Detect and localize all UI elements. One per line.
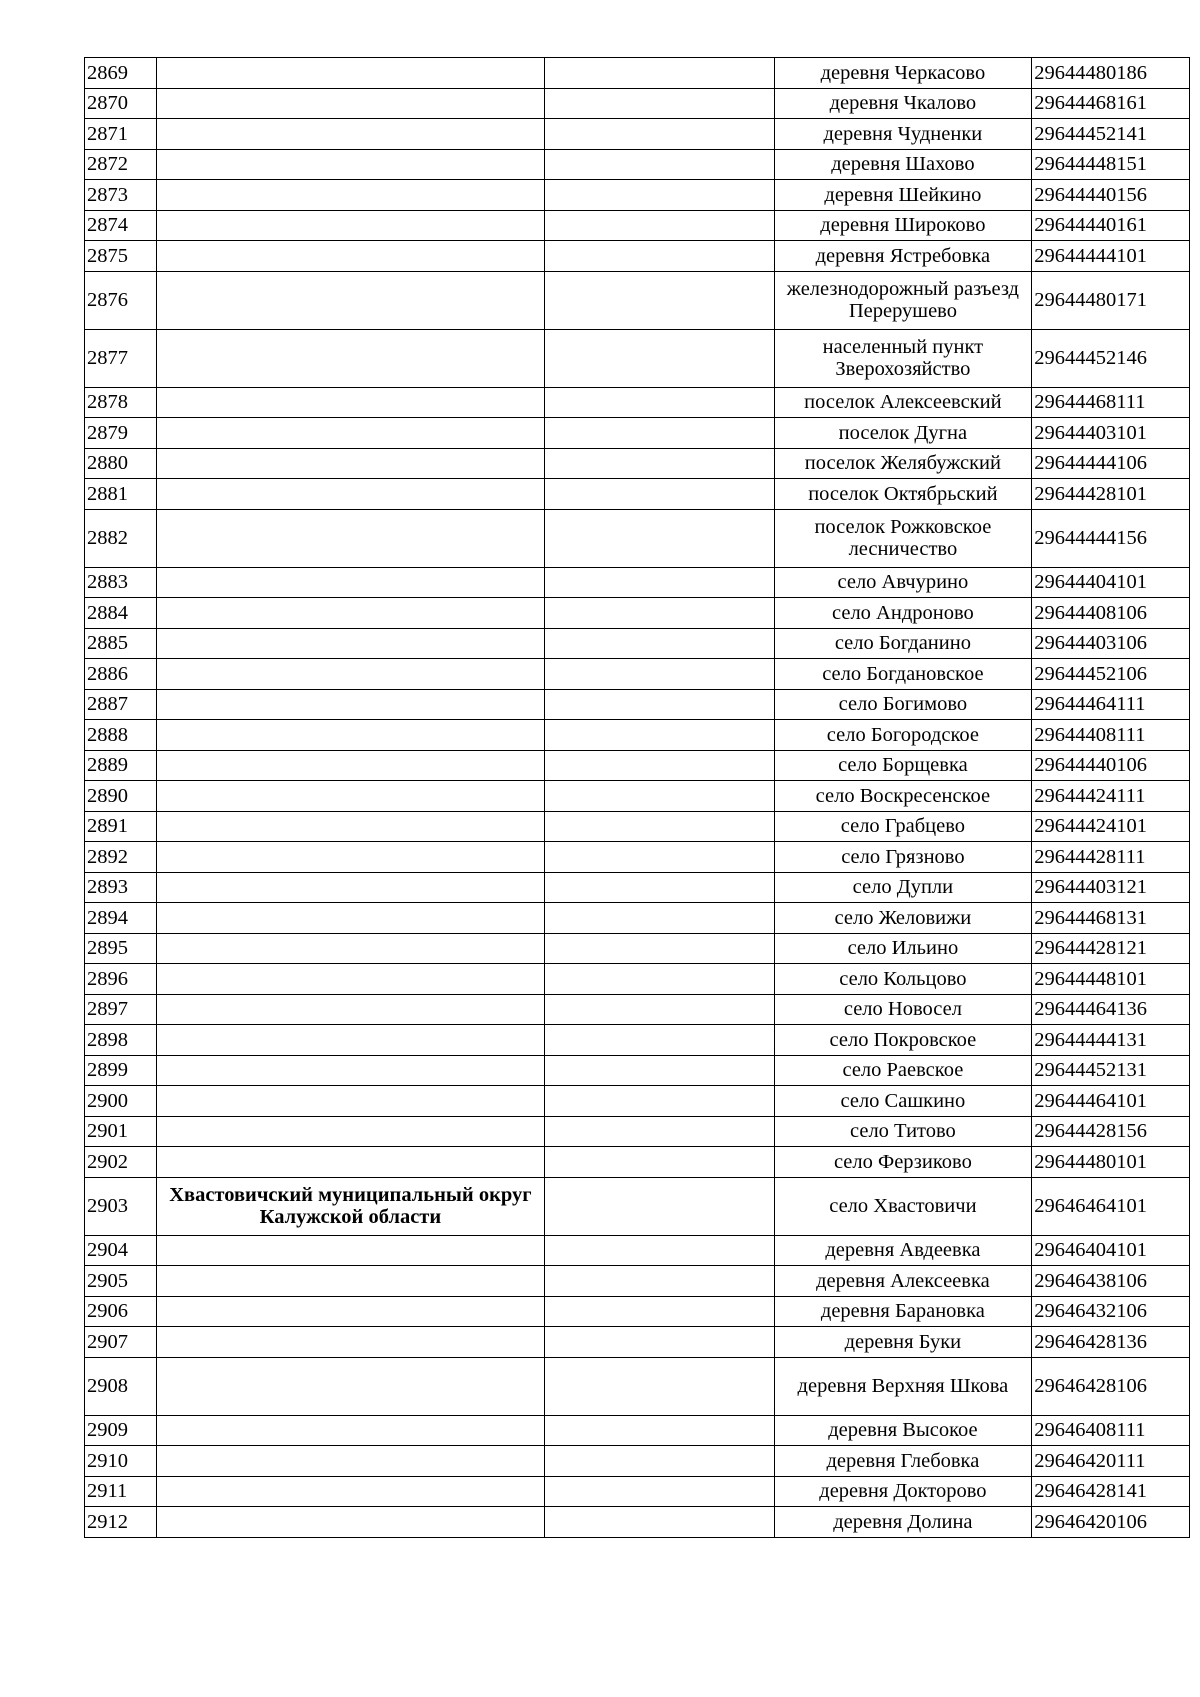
municipality-cell bbox=[156, 781, 544, 812]
row-number-cell: 2909 bbox=[85, 1415, 157, 1446]
locality-cell: село Дупли bbox=[774, 872, 1032, 903]
locality-cell: село Ильино bbox=[774, 933, 1032, 964]
row-number-cell: 2870 bbox=[85, 88, 157, 119]
table-row bbox=[85, 628, 1190, 659]
municipality-cell bbox=[156, 1266, 544, 1297]
municipality-cell bbox=[156, 1476, 544, 1507]
oktmo-code-cell: 29644464136 bbox=[1032, 994, 1190, 1025]
row-number-cell: 2873 bbox=[85, 180, 157, 211]
locality-cell: деревня Чудненки bbox=[774, 119, 1032, 150]
locality-cell: село Желовижи bbox=[774, 903, 1032, 934]
municipality-cell bbox=[156, 567, 544, 598]
table-row bbox=[85, 1266, 1190, 1297]
oktmo-code-cell: 29644424101 bbox=[1032, 811, 1190, 842]
oktmo-code-cell: 29646420111 bbox=[1032, 1446, 1190, 1477]
empty-cell bbox=[545, 720, 774, 751]
row-number-cell: 2891 bbox=[85, 811, 157, 842]
row-number-cell: 2889 bbox=[85, 750, 157, 781]
row-number-cell: 2877 bbox=[85, 329, 157, 387]
table-row bbox=[85, 933, 1190, 964]
empty-cell bbox=[545, 418, 774, 449]
row-number-cell: 2884 bbox=[85, 598, 157, 629]
table-row bbox=[85, 781, 1190, 812]
locality-cell: село Богородское bbox=[774, 720, 1032, 751]
municipality-cell bbox=[156, 1116, 544, 1147]
table-row bbox=[85, 659, 1190, 690]
empty-cell bbox=[545, 872, 774, 903]
oktmo-code-cell: 29646438106 bbox=[1032, 1266, 1190, 1297]
row-number-cell: 2910 bbox=[85, 1446, 157, 1477]
row-number-cell: 2904 bbox=[85, 1235, 157, 1266]
locality-cell: село Грабцево bbox=[774, 811, 1032, 842]
table-row bbox=[85, 479, 1190, 510]
empty-cell bbox=[545, 933, 774, 964]
municipality-cell bbox=[156, 1415, 544, 1446]
municipality-cell bbox=[156, 1055, 544, 1086]
municipality-cell bbox=[156, 329, 544, 387]
row-number-cell: 2894 bbox=[85, 903, 157, 934]
municipality-cell bbox=[156, 750, 544, 781]
municipality-cell bbox=[156, 1147, 544, 1178]
oktmo-code-cell: 29644480186 bbox=[1032, 58, 1190, 89]
municipality-cell bbox=[156, 88, 544, 119]
table-row bbox=[85, 750, 1190, 781]
row-number-cell: 2900 bbox=[85, 1086, 157, 1117]
table-row bbox=[85, 149, 1190, 180]
table-row bbox=[85, 1476, 1190, 1507]
oktmo-code-cell: 29646408111 bbox=[1032, 1415, 1190, 1446]
row-number-cell: 2911 bbox=[85, 1476, 157, 1507]
row-number-cell: 2893 bbox=[85, 872, 157, 903]
empty-cell bbox=[545, 241, 774, 272]
municipality-cell bbox=[156, 842, 544, 873]
locality-cell: деревня Верхняя Шкова bbox=[774, 1357, 1032, 1415]
oktmo-code-cell: 29644440156 bbox=[1032, 180, 1190, 211]
municipality-cell bbox=[156, 210, 544, 241]
table-row bbox=[85, 88, 1190, 119]
municipality-cell bbox=[156, 1296, 544, 1327]
locality-cell: село Авчурино bbox=[774, 567, 1032, 598]
locality-cell: село Сашкино bbox=[774, 1086, 1032, 1117]
row-number-cell: 2892 bbox=[85, 842, 157, 873]
table-row bbox=[85, 58, 1190, 89]
municipality-cell bbox=[156, 418, 544, 449]
row-number-cell: 2912 bbox=[85, 1507, 157, 1538]
locality-cell: деревня Глебовка bbox=[774, 1446, 1032, 1477]
locality-cell: деревня Авдеевка bbox=[774, 1235, 1032, 1266]
oktmo-code-cell: 29644468161 bbox=[1032, 88, 1190, 119]
locality-cell: деревня Докторово bbox=[774, 1476, 1032, 1507]
empty-cell bbox=[545, 811, 774, 842]
oktmo-code-cell: 29644444101 bbox=[1032, 241, 1190, 272]
table-row bbox=[85, 1507, 1190, 1538]
table-row bbox=[85, 1055, 1190, 1086]
locality-cell: деревня Шахово bbox=[774, 149, 1032, 180]
oktmo-code-cell: 29644403106 bbox=[1032, 628, 1190, 659]
row-number-cell: 2908 bbox=[85, 1357, 157, 1415]
row-number-cell: 2875 bbox=[85, 241, 157, 272]
row-number-cell: 2896 bbox=[85, 964, 157, 995]
row-number-cell: 2871 bbox=[85, 119, 157, 150]
oktmo-code-cell: 29644440161 bbox=[1032, 210, 1190, 241]
table-row bbox=[85, 1296, 1190, 1327]
oktmo-code-cell: 29646464101 bbox=[1032, 1177, 1190, 1235]
empty-cell bbox=[545, 1055, 774, 1086]
locality-cell: деревня Алексеевка bbox=[774, 1266, 1032, 1297]
row-number-cell: 2906 bbox=[85, 1296, 157, 1327]
oktmo-code-cell: 29644428121 bbox=[1032, 933, 1190, 964]
empty-cell bbox=[545, 271, 774, 329]
table-row bbox=[85, 598, 1190, 629]
locality-cell: село Раевское bbox=[774, 1055, 1032, 1086]
oktmo-code-cell: 29644464111 bbox=[1032, 689, 1190, 720]
oktmo-code-cell: 29644408106 bbox=[1032, 598, 1190, 629]
empty-cell bbox=[545, 750, 774, 781]
locality-cell: деревня Ястребовка bbox=[774, 241, 1032, 272]
municipality-cell bbox=[156, 811, 544, 842]
table-row bbox=[85, 1415, 1190, 1446]
oktmo-code-cell: 29646428136 bbox=[1032, 1327, 1190, 1358]
oktmo-code-cell: 29646428141 bbox=[1032, 1476, 1190, 1507]
locality-cell: поселок Рожковское лесничество bbox=[774, 509, 1032, 567]
municipality-cell bbox=[156, 119, 544, 150]
table-row bbox=[85, 329, 1190, 387]
oktmo-code-cell: 29644452131 bbox=[1032, 1055, 1190, 1086]
row-number-cell: 2890 bbox=[85, 781, 157, 812]
table-row bbox=[85, 418, 1190, 449]
municipality-cell bbox=[156, 1235, 544, 1266]
municipality-cell bbox=[156, 720, 544, 751]
locality-cell: деревня Шейкино bbox=[774, 180, 1032, 211]
municipality-cell bbox=[156, 872, 544, 903]
locality-cell: село Хвастовичи bbox=[774, 1177, 1032, 1235]
oktmo-code-cell: 29644424111 bbox=[1032, 781, 1190, 812]
locality-cell: село Андроново bbox=[774, 598, 1032, 629]
table-row bbox=[85, 271, 1190, 329]
row-number-cell: 2883 bbox=[85, 567, 157, 598]
municipality-cell bbox=[156, 180, 544, 211]
oktmo-code-cell: 29644452106 bbox=[1032, 659, 1190, 690]
row-number-cell: 2879 bbox=[85, 418, 157, 449]
empty-cell bbox=[545, 1415, 774, 1446]
table-row bbox=[85, 180, 1190, 211]
locality-cell: поселок Алексеевский bbox=[774, 387, 1032, 418]
locality-cell: поселок Желябужский bbox=[774, 448, 1032, 479]
empty-cell bbox=[545, 119, 774, 150]
table-row bbox=[85, 119, 1190, 150]
table-row bbox=[85, 241, 1190, 272]
row-number-cell: 2899 bbox=[85, 1055, 157, 1086]
municipality-cell bbox=[156, 479, 544, 510]
table-row bbox=[85, 210, 1190, 241]
table-row bbox=[85, 994, 1190, 1025]
empty-cell bbox=[545, 1086, 774, 1117]
row-number-cell: 2895 bbox=[85, 933, 157, 964]
oktmo-code-cell: 29644468111 bbox=[1032, 387, 1190, 418]
empty-cell bbox=[545, 994, 774, 1025]
table-row bbox=[85, 387, 1190, 418]
oktmo-code-cell: 29644452146 bbox=[1032, 329, 1190, 387]
table-row bbox=[85, 811, 1190, 842]
empty-cell bbox=[545, 903, 774, 934]
empty-cell bbox=[545, 58, 774, 89]
row-number-cell: 2881 bbox=[85, 479, 157, 510]
row-number-cell: 2887 bbox=[85, 689, 157, 720]
empty-cell bbox=[545, 1147, 774, 1178]
locality-cell: село Борщевка bbox=[774, 750, 1032, 781]
table-row bbox=[85, 964, 1190, 995]
municipality-cell bbox=[156, 1357, 544, 1415]
oktmo-code-cell: 29644428156 bbox=[1032, 1116, 1190, 1147]
empty-cell bbox=[545, 598, 774, 629]
locality-cell: село Покровское bbox=[774, 1025, 1032, 1056]
locality-cell: деревня Буки bbox=[774, 1327, 1032, 1358]
oktmo-code-cell: 29644448151 bbox=[1032, 149, 1190, 180]
row-number-cell: 2876 bbox=[85, 271, 157, 329]
settlements-table bbox=[84, 57, 1190, 1538]
row-number-cell: 2882 bbox=[85, 509, 157, 567]
empty-cell bbox=[545, 1357, 774, 1415]
municipality-cell: Хвастовичский муниципальный округ Калужской области bbox=[156, 1177, 544, 1235]
row-number-cell: 2907 bbox=[85, 1327, 157, 1358]
oktmo-code-cell: 29644480101 bbox=[1032, 1147, 1190, 1178]
row-number-cell: 2888 bbox=[85, 720, 157, 751]
municipality-cell bbox=[156, 448, 544, 479]
municipality-cell bbox=[156, 1327, 544, 1358]
locality-cell: поселок Дугна bbox=[774, 418, 1032, 449]
table-row bbox=[85, 567, 1190, 598]
municipality-cell bbox=[156, 994, 544, 1025]
locality-cell: село Новосел bbox=[774, 994, 1032, 1025]
locality-cell: деревня Барановка bbox=[774, 1296, 1032, 1327]
oktmo-code-cell: 29644448101 bbox=[1032, 964, 1190, 995]
table-row bbox=[85, 1147, 1190, 1178]
empty-cell bbox=[545, 659, 774, 690]
table-row bbox=[85, 872, 1190, 903]
oktmo-code-cell: 29644440106 bbox=[1032, 750, 1190, 781]
municipality-cell bbox=[156, 689, 544, 720]
locality-cell: село Богимово bbox=[774, 689, 1032, 720]
table-row bbox=[85, 1177, 1190, 1235]
oktmo-code-cell: 29644428101 bbox=[1032, 479, 1190, 510]
oktmo-code-cell: 29646432106 bbox=[1032, 1296, 1190, 1327]
table-row bbox=[85, 1116, 1190, 1147]
row-number-cell: 2902 bbox=[85, 1147, 157, 1178]
empty-cell bbox=[545, 448, 774, 479]
empty-cell bbox=[545, 479, 774, 510]
row-number-cell: 2905 bbox=[85, 1266, 157, 1297]
oktmo-code-cell: 29644404101 bbox=[1032, 567, 1190, 598]
municipality-cell bbox=[156, 598, 544, 629]
locality-cell: деревня Чкалово bbox=[774, 88, 1032, 119]
row-number-cell: 2901 bbox=[85, 1116, 157, 1147]
empty-cell bbox=[545, 1025, 774, 1056]
empty-cell bbox=[545, 689, 774, 720]
locality-cell: село Богдановское bbox=[774, 659, 1032, 690]
locality-cell: деревня Широково bbox=[774, 210, 1032, 241]
row-number-cell: 2872 bbox=[85, 149, 157, 180]
locality-cell: железнодорожный разъезд Перерушево bbox=[774, 271, 1032, 329]
empty-cell bbox=[545, 1476, 774, 1507]
oktmo-code-cell: 29646404101 bbox=[1032, 1235, 1190, 1266]
empty-cell bbox=[545, 210, 774, 241]
oktmo-code-cell: 29644452141 bbox=[1032, 119, 1190, 150]
municipality-cell bbox=[156, 903, 544, 934]
row-number-cell: 2874 bbox=[85, 210, 157, 241]
empty-cell bbox=[545, 329, 774, 387]
table-row bbox=[85, 448, 1190, 479]
oktmo-code-cell: 29644444156 bbox=[1032, 509, 1190, 567]
oktmo-code-cell: 29644444131 bbox=[1032, 1025, 1190, 1056]
table-row bbox=[85, 689, 1190, 720]
empty-cell bbox=[545, 964, 774, 995]
municipality-cell bbox=[156, 659, 544, 690]
locality-cell: деревня Черкасово bbox=[774, 58, 1032, 89]
table-row bbox=[85, 842, 1190, 873]
table-row bbox=[85, 1357, 1190, 1415]
row-number-cell: 2886 bbox=[85, 659, 157, 690]
locality-cell: село Ферзиково bbox=[774, 1147, 1032, 1178]
locality-cell: село Титово bbox=[774, 1116, 1032, 1147]
empty-cell bbox=[545, 1507, 774, 1538]
municipality-cell bbox=[156, 241, 544, 272]
empty-cell bbox=[545, 509, 774, 567]
municipality-cell bbox=[156, 933, 544, 964]
empty-cell bbox=[545, 842, 774, 873]
empty-cell bbox=[545, 1296, 774, 1327]
table-row bbox=[85, 720, 1190, 751]
table-row bbox=[85, 1235, 1190, 1266]
empty-cell bbox=[545, 1327, 774, 1358]
oktmo-code-cell: 29644408111 bbox=[1032, 720, 1190, 751]
empty-cell bbox=[545, 628, 774, 659]
locality-cell: деревня Высокое bbox=[774, 1415, 1032, 1446]
table-body bbox=[85, 58, 1190, 1538]
oktmo-code-cell: 29644428111 bbox=[1032, 842, 1190, 873]
locality-cell: поселок Октябрьский bbox=[774, 479, 1032, 510]
row-number-cell: 2869 bbox=[85, 58, 157, 89]
row-number-cell: 2898 bbox=[85, 1025, 157, 1056]
locality-cell: населенный пункт Зверохозяйство bbox=[774, 329, 1032, 387]
empty-cell bbox=[545, 1116, 774, 1147]
oktmo-code-cell: 29644480171 bbox=[1032, 271, 1190, 329]
empty-cell bbox=[545, 781, 774, 812]
empty-cell bbox=[545, 88, 774, 119]
table-row bbox=[85, 903, 1190, 934]
oktmo-code-cell: 29646420106 bbox=[1032, 1507, 1190, 1538]
empty-cell bbox=[545, 1266, 774, 1297]
municipality-cell bbox=[156, 1025, 544, 1056]
empty-cell bbox=[545, 180, 774, 211]
oktmo-code-cell: 29644403121 bbox=[1032, 872, 1190, 903]
municipality-cell bbox=[156, 58, 544, 89]
row-number-cell: 2880 bbox=[85, 448, 157, 479]
row-number-cell: 2885 bbox=[85, 628, 157, 659]
municipality-cell bbox=[156, 628, 544, 659]
empty-cell bbox=[545, 1177, 774, 1235]
row-number-cell: 2903 bbox=[85, 1177, 157, 1235]
municipality-cell bbox=[156, 509, 544, 567]
table-row bbox=[85, 1327, 1190, 1358]
locality-cell: село Богданино bbox=[774, 628, 1032, 659]
table-row bbox=[85, 1025, 1190, 1056]
oktmo-code-cell: 29644403101 bbox=[1032, 418, 1190, 449]
municipality-cell bbox=[156, 271, 544, 329]
municipality-cell bbox=[156, 964, 544, 995]
municipality-cell bbox=[156, 1446, 544, 1477]
oktmo-code-cell: 29646428106 bbox=[1032, 1357, 1190, 1415]
table-row bbox=[85, 1446, 1190, 1477]
empty-cell bbox=[545, 149, 774, 180]
oktmo-code-cell: 29644464101 bbox=[1032, 1086, 1190, 1117]
empty-cell bbox=[545, 1235, 774, 1266]
municipality-cell bbox=[156, 149, 544, 180]
municipality-cell bbox=[156, 1507, 544, 1538]
empty-cell bbox=[545, 387, 774, 418]
table-row bbox=[85, 1086, 1190, 1117]
oktmo-code-cell: 29644468131 bbox=[1032, 903, 1190, 934]
locality-cell: село Кольцово bbox=[774, 964, 1032, 995]
empty-cell bbox=[545, 567, 774, 598]
table-row bbox=[85, 509, 1190, 567]
row-number-cell: 2897 bbox=[85, 994, 157, 1025]
locality-cell: деревня Долина bbox=[774, 1507, 1032, 1538]
oktmo-code-cell: 29644444106 bbox=[1032, 448, 1190, 479]
municipality-cell bbox=[156, 387, 544, 418]
locality-cell: село Грязново bbox=[774, 842, 1032, 873]
empty-cell bbox=[545, 1446, 774, 1477]
row-number-cell: 2878 bbox=[85, 387, 157, 418]
municipality-cell bbox=[156, 1086, 544, 1117]
locality-cell: село Воскресенское bbox=[774, 781, 1032, 812]
